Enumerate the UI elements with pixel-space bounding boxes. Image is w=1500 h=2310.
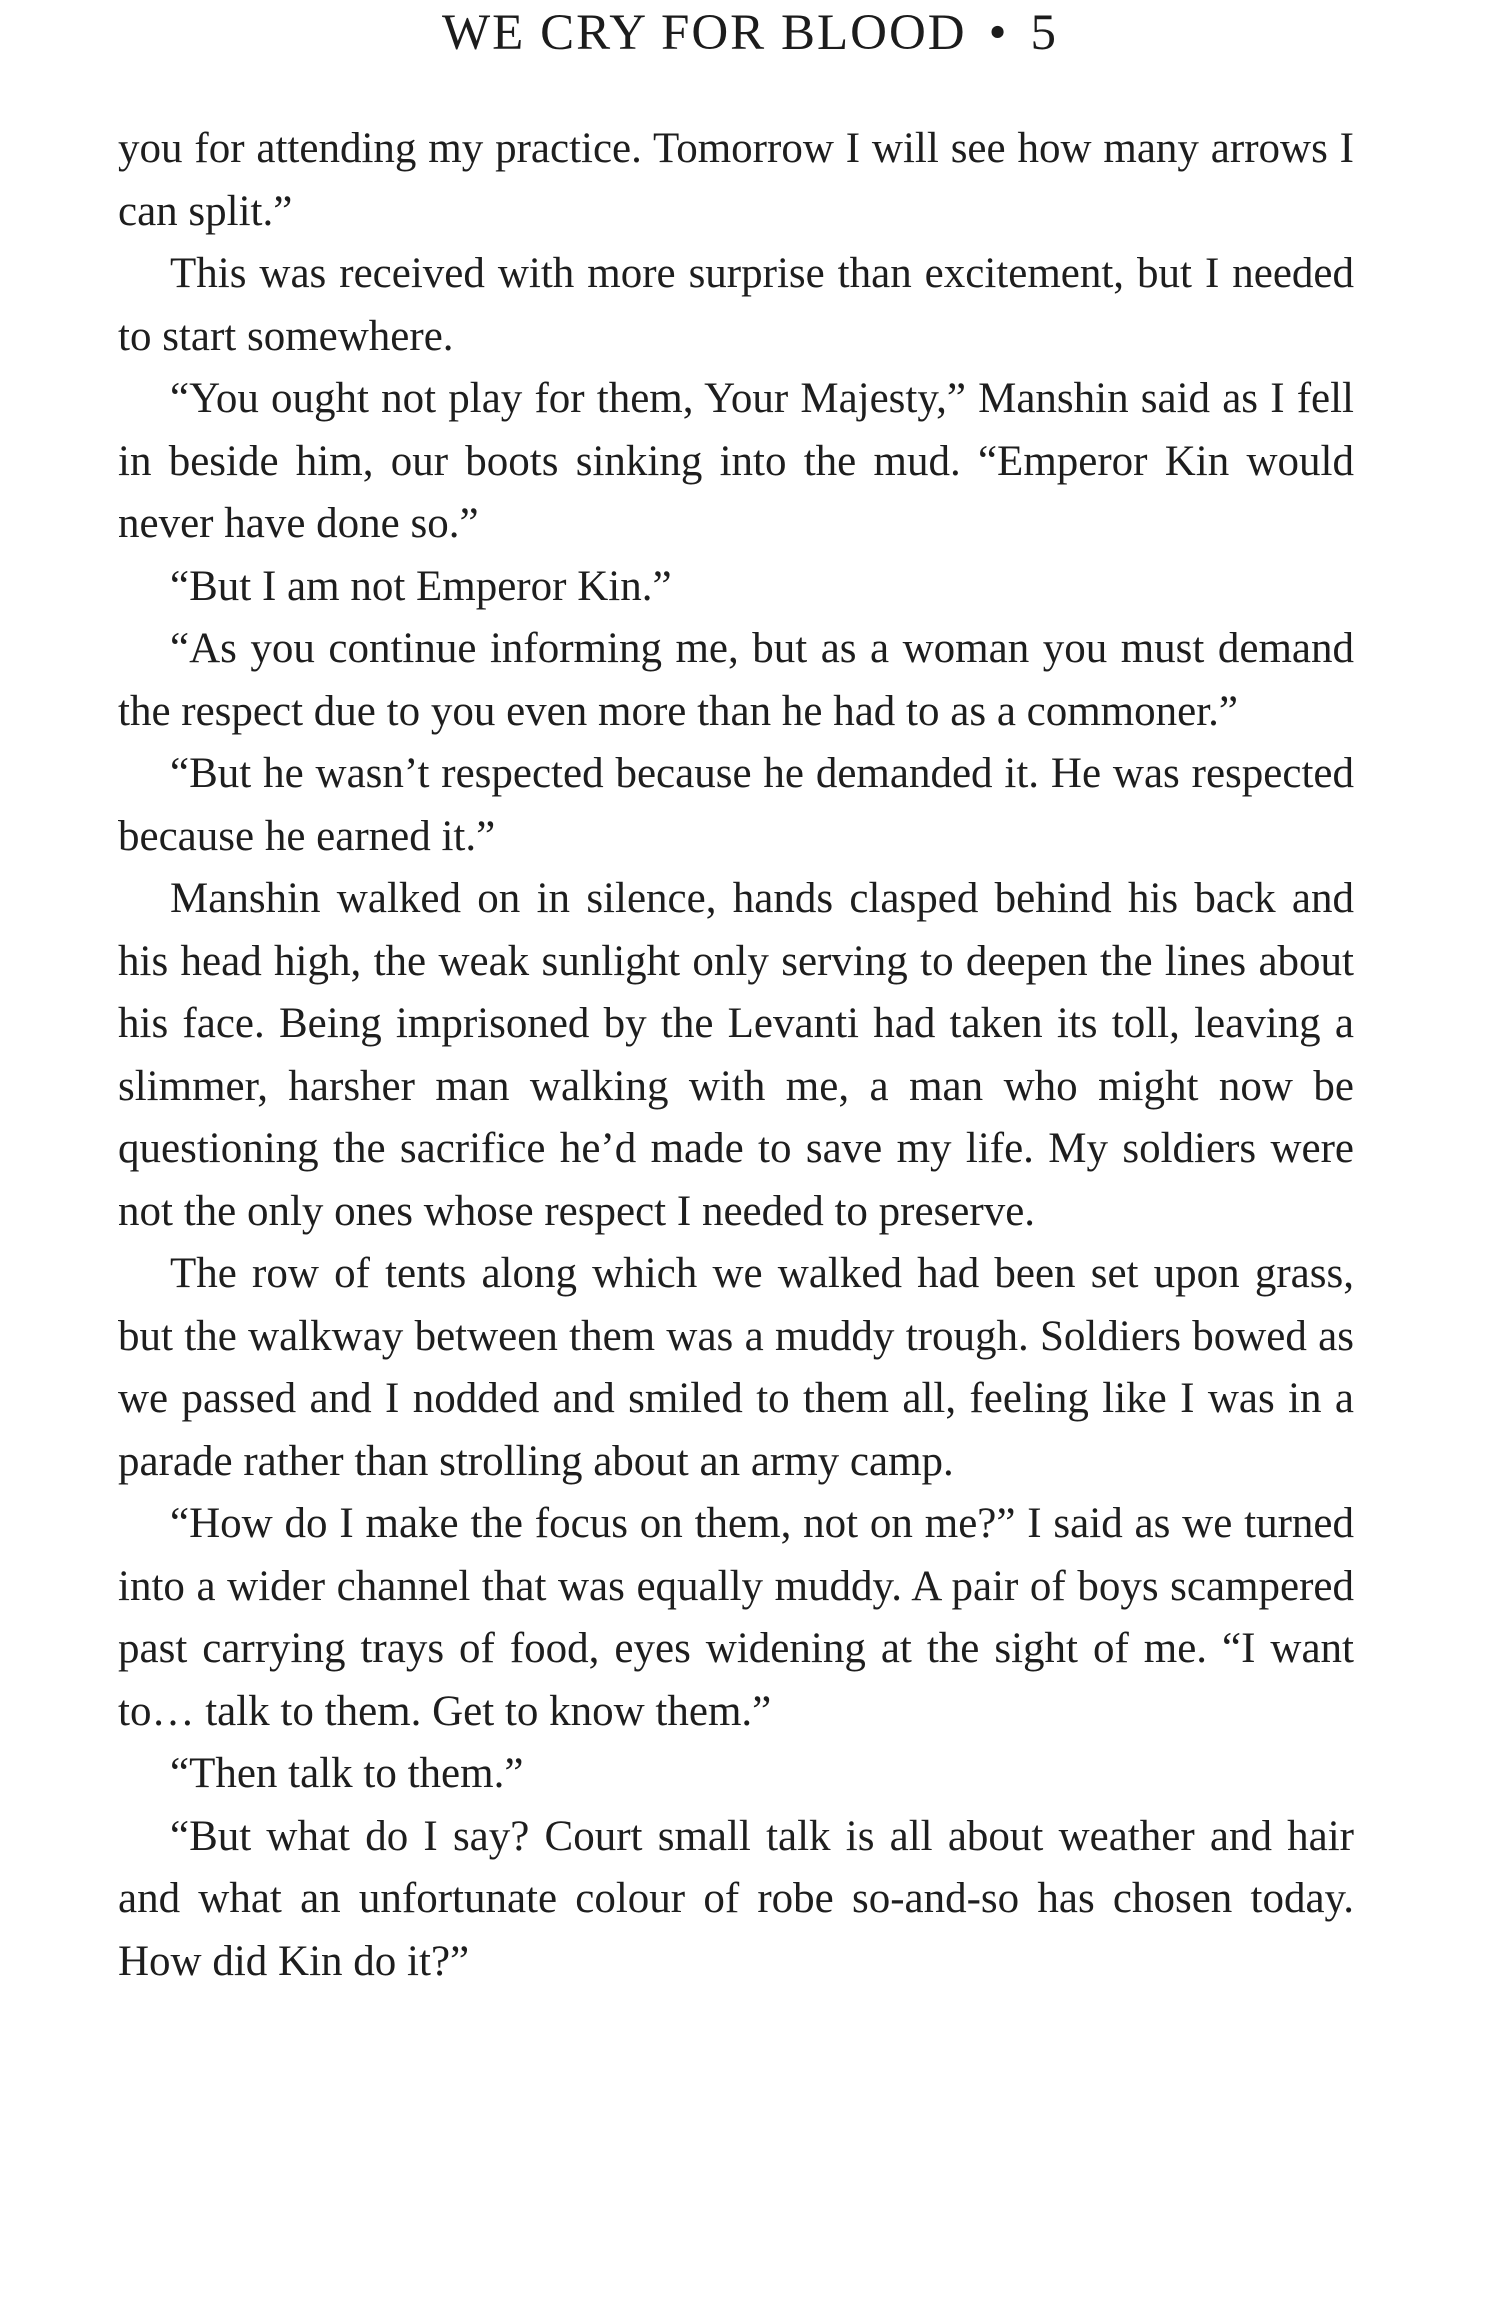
paragraph: “But he wasn’t respected because he demanded it. He was respected because he earned it.” — [118, 750, 1354, 860]
paragraph: This was received with more surprise than excitement, but I needed to start somewhere. — [118, 250, 1354, 360]
page-number: 5 — [1030, 5, 1058, 61]
paragraph: “But I am not Emperor Kin.” — [170, 562, 672, 610]
header-separator: • — [988, 5, 1009, 61]
paragraph: “You ought not play for them, Your Majesty,” Manshin said as I fell in beside him, our boots sinking into the mud. “Emperor Kin would never have done so.” — [118, 375, 1354, 547]
body-text — [118, 118, 1354, 1993]
paragraph: “But what do I say? Court small talk is all about weather and hair and what an unfortunate colour of robe so-and-so has chosen today. How did Kin do it?” — [118, 1812, 1354, 1985]
paragraph: “Then talk to them.” — [170, 1750, 524, 1797]
paragraph: The row of tents along which we walked had been set upon grass, but the walkway between them was a muddy trough. Soldiers bowed as we passed and I nodded and smiled to them all, feeling like I was in a parade rather than strolling about an army camp. — [118, 1250, 1354, 1485]
paragraph: Manshin walked on in silence, hands clasped behind his back and his head high, the weak sunlight only serving to deepen the lines about his face. Being imprisoned by the Levanti had taken its toll, leaving a slimmer, harsher man walking with me, a man who might now be questioning the sacrifice he’d made to save my life. My soldiers were not the only ones whose respect I needed to preserve. — [118, 875, 1354, 1235]
paragraph: “How do I make the focus on them, not on me?” I said as we turned into a wider channel that was equally muddy. A pair of boys scampered past carrying trays of food, eyes widening at the sight of me. “I want to… talk to them. Get to know them.” — [118, 1500, 1354, 1735]
running-head — [0, 5, 1500, 61]
book-title: WE CRY FOR BLOOD — [442, 5, 967, 61]
paragraph: you for attending my practice. Tomorrow I will see how many arrows I can split.” — [118, 125, 1354, 235]
paragraph: “As you continue informing me, but as a woman you must demand the respect due to you even more than he had to as a commoner.” — [118, 625, 1354, 735]
